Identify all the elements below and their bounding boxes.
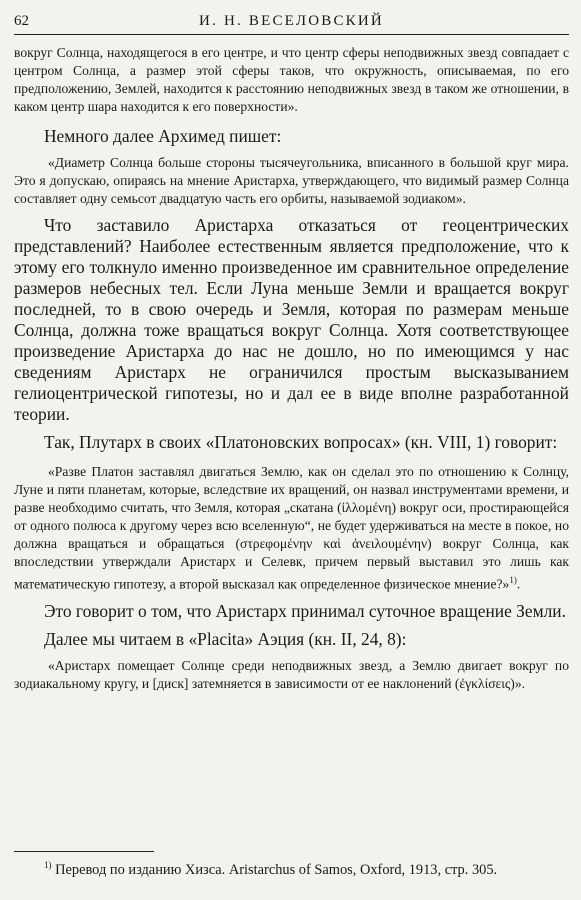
page-body <box>14 44 569 693</box>
quote-aetius: «Аристарх помещает Солнце среди неподвижных звезд, а Землю двигает вокруг по зодиакальному кругу, и [диск] затемняется в зависимости от ее наклонений (ἐγκλίσεις)». <box>14 657 569 691</box>
quote-plutarch: «Разве Платон заставлял двигаться Землю, как он сделал это по отношению к Солнцу, Луне и пяти планетам, которые, вследствие их вращений, он назвал инструментами времени, и разве необходимо считать, что Земля, которая „скатана (ἰλλομένη) вокруг оси, простирающейся от одного полюса к другому через всю вселенную“, не будет удерживаться на месте в покое, но должна вращаться и обращаться (στρεφομένην καὶ ἀνειλουμένην) вокруг Солнца, как впоследствии утверждали Аристарх и Селевк, причем первый выставил это лишь как математическую гипотезу, а второй высказал как определенное физическое мнение?»$^{1)}$. <box>14 464 569 592</box>
footnote-text: Перевод по изданию Хизса. Aristarchus of Samos, Oxford, 1913, стр. 305. <box>55 861 498 878</box>
paragraph-archimedes-intro: Немного далее Архимед пишет: <box>44 126 282 146</box>
running-title: И. Н. ВЕСЕЛОВСКИЙ <box>199 13 384 29</box>
paragraph-daily-rotation: Это говорит о том, что Аристарх принимал суточное вращение Земли. <box>44 600 566 621</box>
page-header <box>14 10 569 36</box>
header-rule <box>14 34 569 35</box>
paragraph-placita-intro: Далее мы читаем в «Placita» Аэция (кн. II, 24, 8): <box>44 628 407 649</box>
quote-archimedes: «Диаметр Солнца больше стороны тысячеугольника, вписанного в большой круг мира. Это я допускаю, опираясь на мнение Аристарха, утверждающего, что видимый размер Солнца составляет одну семьсот двадцатую часть его орбиты, называемой зодиаком». <box>14 155 569 206</box>
footnote-marker: 1) <box>44 860 52 870</box>
paragraph-plutarch-intro: Так, Плутарх в своих «Платоновских вопросах» (кн. VIII, 1) говорит: <box>44 432 558 452</box>
quote-plutarch-text: «Разве Платон заставлял двигаться Землю, как он сделал это по отношению к Солнцу, Луне и пяти планетам, которые, вследствие их вращений, он назвал инструментами времени, и разве необходимо считать, что Земля, которая „скатана (ἰλλομένη) вокруг оси, простирающейся от одного полюса к другому через всю вселенную“, не будет удерживаться на месте в покое, но должна вращаться и обращаться (στρεφομένην καὶ ἀνειλουμένην) вокруг Солнца, как впоследствии утверждали Аристарх и Селевк, причем первый выставил это лишь как математическую гипотезу, а второй высказал как определенное физическое мнение?» <box>14 464 569 592</box>
page-number: 62 <box>14 13 29 29</box>
footnote-rule <box>14 851 154 852</box>
footnote <box>14 856 569 879</box>
paragraph-aristarchus-reasons: Что заставило Аристарха отказаться от геоцентрических представлений? Наиболее естественным является предположение, что к этому его толкнуло именно произведенное им сравнительное определение размеров небесных тел. Если Луна меньше Земли и вращается вокруг последней, то в свою очередь и Земля, которая по размерам меньше Солнца, должна тоже вращаться вокруг Солнца. Хотя соответствующее произведение Аристарха до нас не дошло, но по имеющимся у нас сведениям Аристарх не ограничился простым высказыванием гелиоцентрической гипотезы, но и дал ее в виде вполне разработанной теории. <box>14 215 569 424</box>
footnote-reference[interactable]: 1) <box>509 575 517 585</box>
paragraph-continuation: вокруг Солнца, находящегося в его центре, и что центр сферы неподвижных звезд совпадает с центром Солнца, а размер этой сферы таков, что окружность, описываемая, по его предположению, Землей, находится к расстоянию неподвижных звезд в таком же отношении, в каком центр шара находится к его поверхности». <box>14 45 569 114</box>
